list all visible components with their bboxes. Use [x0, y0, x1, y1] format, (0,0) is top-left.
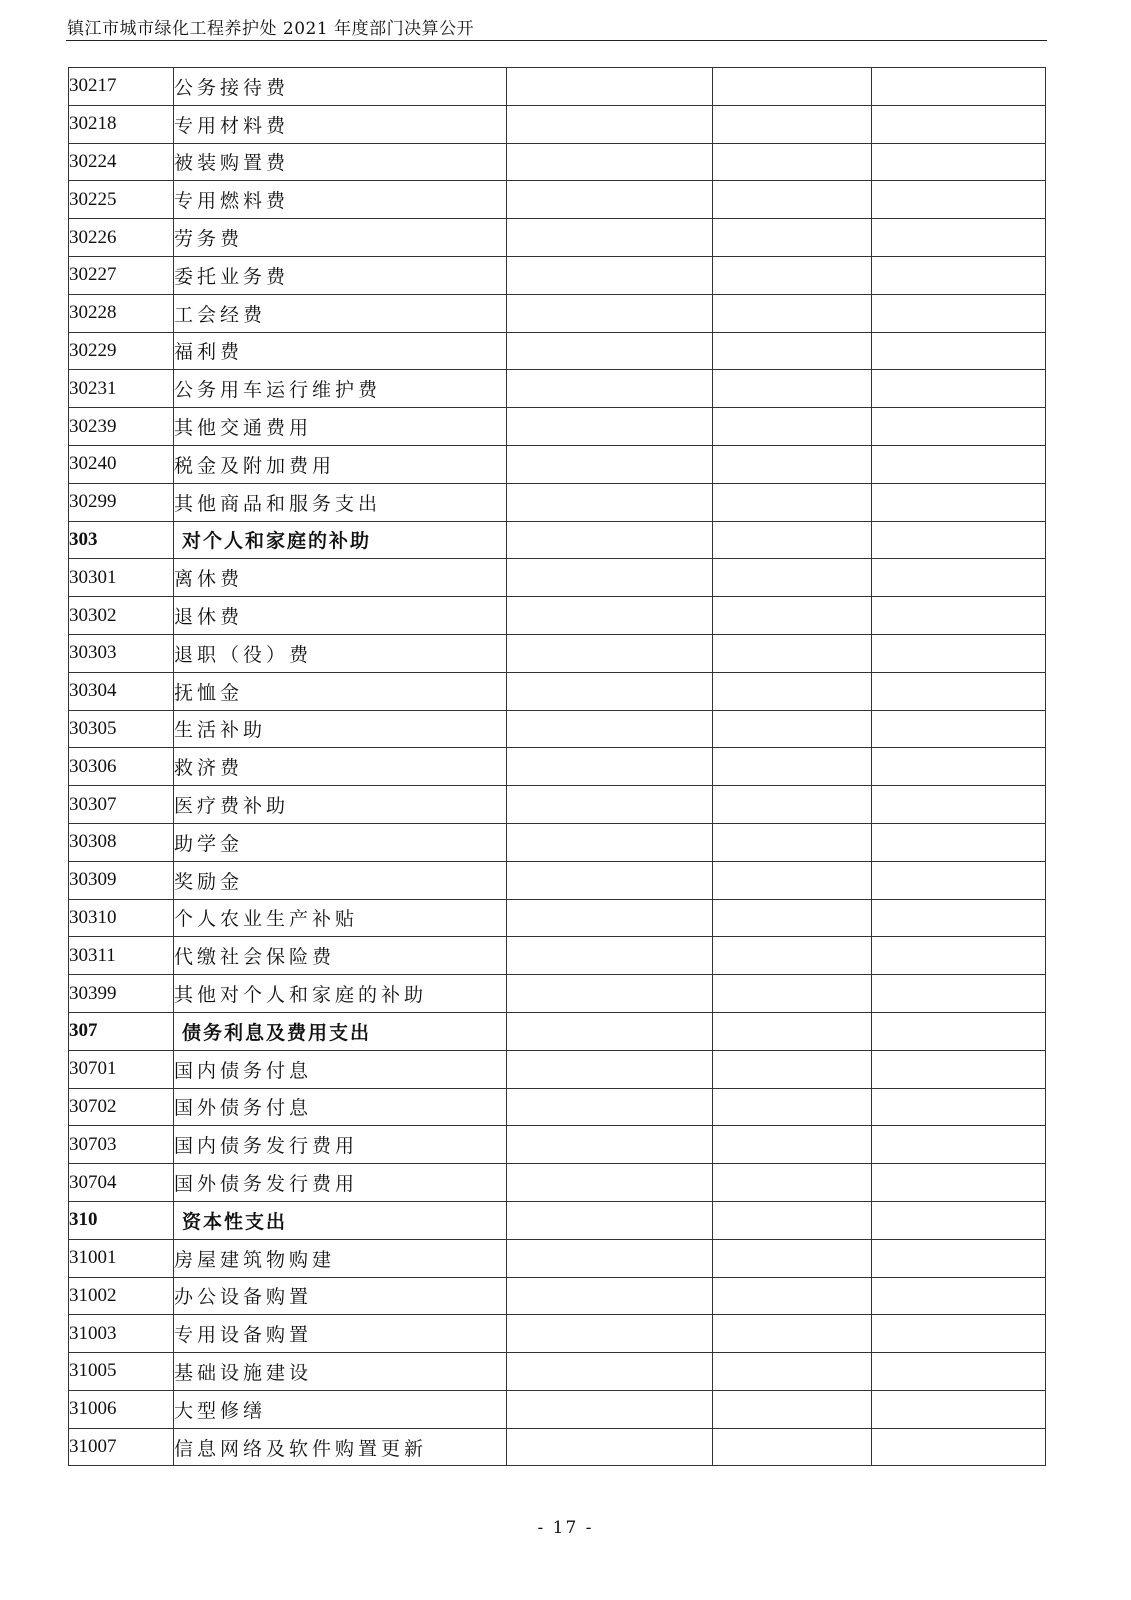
amount-cell-3 [872, 521, 1046, 559]
account-code-cell: 30309 [69, 861, 174, 899]
account-name-cell: 国内债务付息 [174, 1050, 507, 1088]
amount-cell-1 [507, 1164, 713, 1202]
table-row [69, 975, 1046, 1013]
account-name-cell: 专用材料费 [174, 105, 507, 143]
amount-cell-3 [872, 219, 1046, 257]
account-name-cell: 办公设备购置 [174, 1277, 507, 1315]
amount-cell-2 [713, 1126, 872, 1164]
account-name-cell: 委托业务费 [174, 256, 507, 294]
account-name-cell: 生活补助 [174, 710, 507, 748]
document-header-title: 镇江市城市绿化工程养护处 2021 年度部门决算公开 [67, 19, 475, 39]
amount-cell-3 [872, 634, 1046, 672]
table-row [69, 1126, 1046, 1164]
account-code-cell: 30311 [69, 937, 174, 975]
amount-cell-1 [507, 294, 713, 332]
account-code-cell: 30231 [69, 370, 174, 408]
amount-cell-2 [713, 1353, 872, 1391]
table-row [69, 1390, 1046, 1428]
table-row [69, 1164, 1046, 1202]
table-row [69, 748, 1046, 786]
account-name-cell: 代缴社会保险费 [174, 937, 507, 975]
amount-cell-1 [507, 559, 713, 597]
amount-cell-1 [507, 521, 713, 559]
amount-cell-2 [713, 445, 872, 483]
amount-cell-2 [713, 370, 872, 408]
table-row [69, 634, 1046, 672]
amount-cell-3 [872, 823, 1046, 861]
amount-cell-3 [872, 256, 1046, 294]
amount-cell-3 [872, 597, 1046, 635]
amount-cell-3 [872, 559, 1046, 597]
amount-cell-2 [713, 1239, 872, 1277]
account-name-cell: 专用设备购置 [174, 1315, 507, 1353]
table-row [69, 68, 1046, 106]
amount-cell-1 [507, 975, 713, 1013]
amount-cell-2 [713, 748, 872, 786]
table-row [69, 559, 1046, 597]
amount-cell-2 [713, 861, 872, 899]
account-code-cell: 30299 [69, 483, 174, 521]
amount-cell-3 [872, 861, 1046, 899]
amount-cell-3 [872, 1201, 1046, 1239]
amount-cell-3 [872, 1088, 1046, 1126]
amount-cell-1 [507, 861, 713, 899]
account-name-cell: 国内债务发行费用 [174, 1126, 507, 1164]
account-name-cell: 公务用车运行维护费 [174, 370, 507, 408]
account-name-cell: 信息网络及软件购置更新 [174, 1428, 507, 1466]
amount-cell-2 [713, 1201, 872, 1239]
amount-cell-2 [713, 672, 872, 710]
table-row [69, 1088, 1046, 1126]
account-code-cell: 30702 [69, 1088, 174, 1126]
table-row [69, 710, 1046, 748]
table-row [69, 1428, 1046, 1466]
amount-cell-3 [872, 445, 1046, 483]
amount-cell-3 [872, 68, 1046, 106]
account-code-cell: 31002 [69, 1277, 174, 1315]
account-code-cell: 30225 [69, 181, 174, 219]
amount-cell-2 [713, 181, 872, 219]
amount-cell-3 [872, 1239, 1046, 1277]
account-code-cell: 31001 [69, 1239, 174, 1277]
account-code-cell: 30229 [69, 332, 174, 370]
table-row [69, 786, 1046, 824]
amount-cell-2 [713, 786, 872, 824]
amount-cell-2 [713, 899, 872, 937]
amount-cell-2 [713, 408, 872, 446]
table-row [69, 861, 1046, 899]
amount-cell-2 [713, 105, 872, 143]
amount-cell-1 [507, 219, 713, 257]
amount-cell-1 [507, 899, 713, 937]
table-group-row [69, 521, 1046, 559]
amount-cell-1 [507, 1012, 713, 1050]
amount-cell-1 [507, 1277, 713, 1315]
account-name-cell: 医疗费补助 [174, 786, 507, 824]
amount-cell-1 [507, 710, 713, 748]
table-row [69, 1050, 1046, 1088]
account-name-cell: 被装购置费 [174, 143, 507, 181]
amount-cell-2 [713, 975, 872, 1013]
table-group-row [69, 1201, 1046, 1239]
amount-cell-2 [713, 634, 872, 672]
amount-cell-2 [713, 483, 872, 521]
amount-cell-3 [872, 332, 1046, 370]
amount-cell-1 [507, 1428, 713, 1466]
amount-cell-3 [872, 1315, 1046, 1353]
amount-cell-3 [872, 748, 1046, 786]
account-name-cell: 劳务费 [174, 219, 507, 257]
amount-cell-3 [872, 1012, 1046, 1050]
account-code-cell: 30226 [69, 219, 174, 257]
amount-cell-3 [872, 181, 1046, 219]
amount-cell-2 [713, 559, 872, 597]
amount-cell-3 [872, 1050, 1046, 1088]
account-name-cell: 债务利息及费用支出 [174, 1012, 507, 1050]
table-group-row [69, 1012, 1046, 1050]
header-divider [66, 40, 1047, 41]
amount-cell-1 [507, 748, 713, 786]
table-row [69, 332, 1046, 370]
amount-cell-2 [713, 710, 872, 748]
amount-cell-2 [713, 1390, 872, 1428]
account-name-cell: 公务接待费 [174, 68, 507, 106]
account-code-cell: 30224 [69, 143, 174, 181]
amount-cell-2 [713, 1164, 872, 1202]
page-number: - 17 - [537, 1518, 594, 1538]
amount-cell-3 [872, 483, 1046, 521]
account-code-cell: 30310 [69, 899, 174, 937]
amount-cell-2 [713, 1315, 872, 1353]
account-name-cell: 税金及附加费用 [174, 445, 507, 483]
amount-cell-1 [507, 672, 713, 710]
amount-cell-3 [872, 1164, 1046, 1202]
account-name-cell: 国外债务付息 [174, 1088, 507, 1126]
account-code-cell: 30306 [69, 748, 174, 786]
table-row [69, 483, 1046, 521]
account-code-cell: 30701 [69, 1050, 174, 1088]
table-row [69, 672, 1046, 710]
amount-cell-3 [872, 143, 1046, 181]
amount-cell-1 [507, 181, 713, 219]
amount-cell-1 [507, 483, 713, 521]
amount-cell-3 [872, 408, 1046, 446]
amount-cell-2 [713, 219, 872, 257]
account-code-cell: 30305 [69, 710, 174, 748]
account-code-cell: 30227 [69, 256, 174, 294]
account-code-cell: 310 [69, 1201, 174, 1239]
account-code-cell: 30307 [69, 786, 174, 824]
amount-cell-3 [872, 899, 1046, 937]
amount-cell-3 [872, 370, 1046, 408]
expenditure-table [68, 67, 1046, 1466]
table-row [69, 256, 1046, 294]
account-code-cell: 30303 [69, 634, 174, 672]
amount-cell-1 [507, 408, 713, 446]
amount-cell-3 [872, 294, 1046, 332]
amount-cell-1 [507, 68, 713, 106]
account-code-cell: 31007 [69, 1428, 174, 1466]
amount-cell-2 [713, 68, 872, 106]
account-name-cell: 奖励金 [174, 861, 507, 899]
account-name-cell: 房屋建筑物购建 [174, 1239, 507, 1277]
account-code-cell: 30301 [69, 559, 174, 597]
account-code-cell: 30399 [69, 975, 174, 1013]
table-row [69, 1277, 1046, 1315]
account-code-cell: 30240 [69, 445, 174, 483]
account-code-cell: 30704 [69, 1164, 174, 1202]
amount-cell-1 [507, 597, 713, 635]
table-row [69, 143, 1046, 181]
account-code-cell: 303 [69, 521, 174, 559]
account-code-cell: 30228 [69, 294, 174, 332]
account-code-cell: 30308 [69, 823, 174, 861]
table-row [69, 823, 1046, 861]
amount-cell-3 [872, 1428, 1046, 1466]
table-row [69, 1353, 1046, 1391]
table-row [69, 445, 1046, 483]
amount-cell-3 [872, 975, 1046, 1013]
amount-cell-2 [713, 823, 872, 861]
account-name-cell: 国外债务发行费用 [174, 1164, 507, 1202]
amount-cell-3 [872, 105, 1046, 143]
account-code-cell: 30304 [69, 672, 174, 710]
amount-cell-1 [507, 143, 713, 181]
amount-cell-2 [713, 521, 872, 559]
amount-cell-1 [507, 634, 713, 672]
account-name-cell: 工会经费 [174, 294, 507, 332]
account-code-cell: 30302 [69, 597, 174, 635]
account-name-cell: 福利费 [174, 332, 507, 370]
amount-cell-2 [713, 1012, 872, 1050]
amount-cell-3 [872, 1390, 1046, 1428]
account-name-cell: 其他商品和服务支出 [174, 483, 507, 521]
account-name-cell: 其他交通费用 [174, 408, 507, 446]
account-name-cell: 基础设施建设 [174, 1353, 507, 1391]
expenditure-table-body [69, 68, 1046, 1466]
table-row [69, 1315, 1046, 1353]
amount-cell-3 [872, 1126, 1046, 1164]
amount-cell-2 [713, 256, 872, 294]
account-code-cell: 30239 [69, 408, 174, 446]
table-row [69, 899, 1046, 937]
account-name-cell: 离休费 [174, 559, 507, 597]
table-row [69, 937, 1046, 975]
amount-cell-1 [507, 823, 713, 861]
table-row [69, 219, 1046, 257]
account-code-cell: 31006 [69, 1390, 174, 1428]
amount-cell-2 [713, 294, 872, 332]
table-row [69, 370, 1046, 408]
account-code-cell: 30217 [69, 68, 174, 106]
amount-cell-1 [507, 1126, 713, 1164]
amount-cell-2 [713, 1277, 872, 1315]
amount-cell-1 [507, 370, 713, 408]
amount-cell-2 [713, 1050, 872, 1088]
amount-cell-3 [872, 1353, 1046, 1391]
account-name-cell: 助学金 [174, 823, 507, 861]
amount-cell-3 [872, 710, 1046, 748]
amount-cell-3 [872, 1277, 1046, 1315]
amount-cell-2 [713, 332, 872, 370]
account-code-cell: 307 [69, 1012, 174, 1050]
amount-cell-1 [507, 1088, 713, 1126]
account-name-cell: 抚恤金 [174, 672, 507, 710]
amount-cell-2 [713, 143, 872, 181]
amount-cell-1 [507, 1353, 713, 1391]
table-row [69, 597, 1046, 635]
table-row [69, 1239, 1046, 1277]
amount-cell-2 [713, 1088, 872, 1126]
account-name-cell: 资本性支出 [174, 1201, 507, 1239]
amount-cell-1 [507, 445, 713, 483]
amount-cell-1 [507, 105, 713, 143]
amount-cell-3 [872, 937, 1046, 975]
amount-cell-1 [507, 937, 713, 975]
amount-cell-3 [872, 786, 1046, 824]
account-name-cell: 个人农业生产补贴 [174, 899, 507, 937]
table-row [69, 294, 1046, 332]
amount-cell-2 [713, 937, 872, 975]
amount-cell-1 [507, 1390, 713, 1428]
account-name-cell: 大型修缮 [174, 1390, 507, 1428]
amount-cell-1 [507, 332, 713, 370]
amount-cell-3 [872, 672, 1046, 710]
account-code-cell: 30703 [69, 1126, 174, 1164]
account-name-cell: 其他对个人和家庭的补助 [174, 975, 507, 1013]
table-row [69, 105, 1046, 143]
table-row [69, 408, 1046, 446]
account-code-cell: 31005 [69, 1353, 174, 1391]
amount-cell-1 [507, 256, 713, 294]
account-name-cell: 退职（役）费 [174, 634, 507, 672]
account-name-cell: 救济费 [174, 748, 507, 786]
amount-cell-1 [507, 1315, 713, 1353]
account-name-cell: 退休费 [174, 597, 507, 635]
account-code-cell: 31003 [69, 1315, 174, 1353]
table-row [69, 181, 1046, 219]
amount-cell-1 [507, 1201, 713, 1239]
account-name-cell: 对个人和家庭的补助 [174, 521, 507, 559]
account-name-cell: 专用燃料费 [174, 181, 507, 219]
amount-cell-2 [713, 597, 872, 635]
amount-cell-1 [507, 786, 713, 824]
amount-cell-1 [507, 1239, 713, 1277]
account-code-cell: 30218 [69, 105, 174, 143]
amount-cell-2 [713, 1428, 872, 1466]
amount-cell-1 [507, 1050, 713, 1088]
